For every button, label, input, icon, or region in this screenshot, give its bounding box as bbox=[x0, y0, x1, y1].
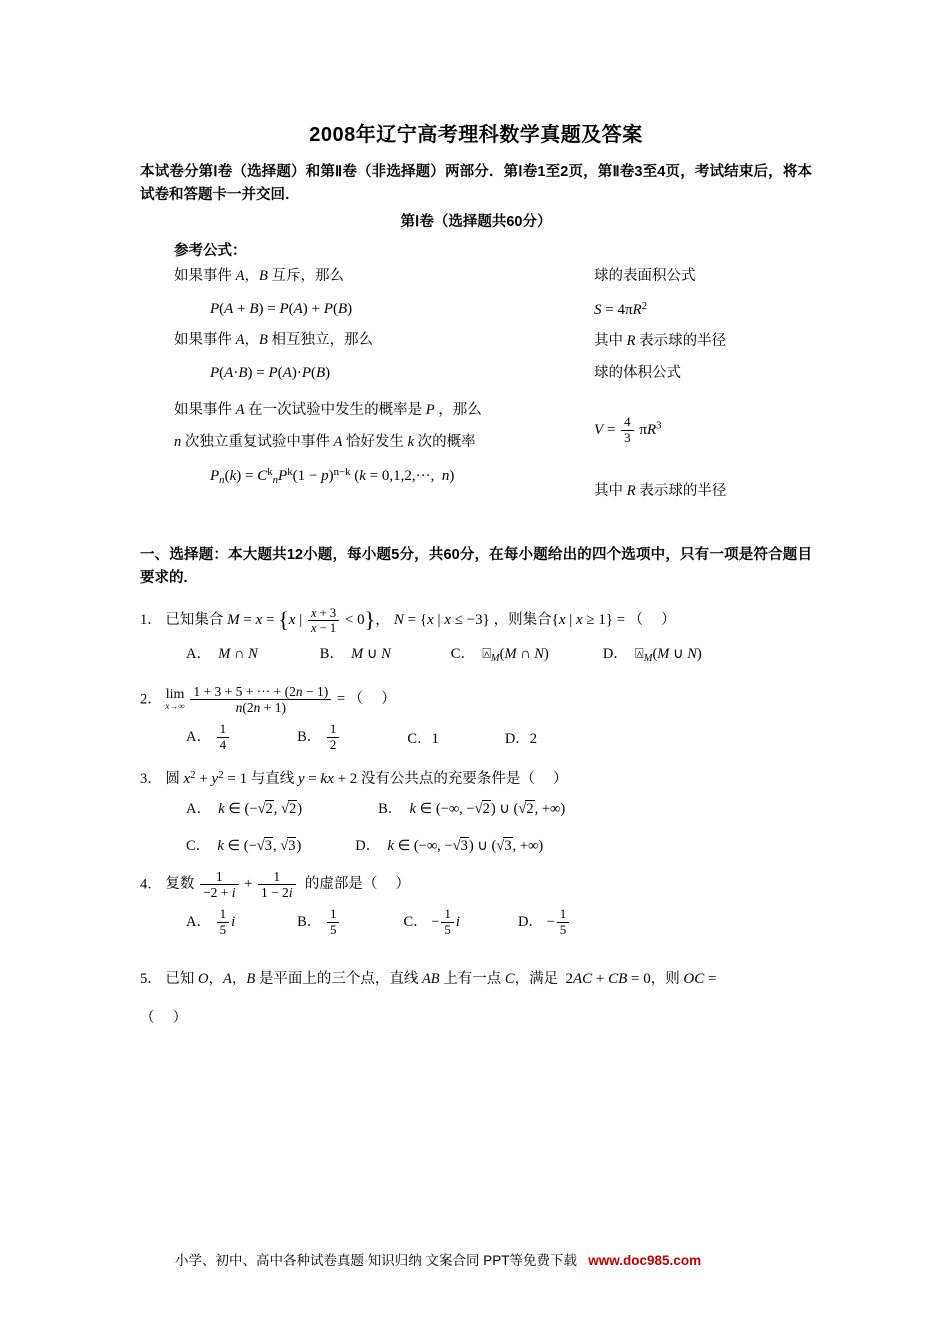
option-2-B[interactable]: B． $\frac{1}{2}$ bbox=[297, 722, 341, 753]
option-4-D[interactable]: D． − $\frac{1}{5}$ bbox=[518, 907, 571, 938]
option-3-D[interactable]: D． k ∈ (−∞, −√3) ∪ (√3, +∞) bbox=[355, 837, 544, 854]
footer-text: 小学、初中、高中各种试卷真题 知识归纳 文案合同 PPT等免费下载 bbox=[175, 1253, 578, 1268]
footer-url[interactable]: www.doc985.com bbox=[588, 1253, 702, 1268]
option-2-D[interactable]: D．2 bbox=[504, 730, 538, 747]
formula-text-independent: 如果事件 A，B 相互独立，那么 bbox=[174, 332, 373, 349]
question-5 bbox=[140, 968, 812, 1031]
question-2-stem: lim x→∞ $\frac{1 + 3 + 5 + \cdot\cdot\cdot + (2n - 1)}{n(2n + 1)}$ = （ ） bbox=[165, 683, 396, 716]
question-2-number: 2． bbox=[140, 691, 162, 708]
formula-multiplication-rule: P(A·B) = P(A)·P(B) bbox=[210, 364, 331, 381]
question-1-options bbox=[186, 642, 812, 664]
option-3-B[interactable]: B． k ∈ (−∞, −√2) ∪ (√2, +∞) bbox=[378, 800, 566, 817]
option-1-B[interactable]: B． M ∪ N bbox=[319, 646, 391, 663]
question-3-number: 3． bbox=[140, 770, 162, 787]
footer bbox=[175, 1249, 815, 1269]
formula-text-sphere-volume: 球的体积公式 bbox=[594, 365, 681, 382]
option-4-B[interactable]: B． $\frac{1}{5}$ bbox=[297, 907, 341, 938]
option-4-A[interactable]: A． $\frac{1}{5}$ i bbox=[186, 905, 236, 937]
option-2-A[interactable]: A． $\frac{1}{4}$ bbox=[186, 722, 231, 753]
option-3-C[interactable]: C． k ∈ (−√3, √3) bbox=[186, 837, 302, 854]
reference-formulas bbox=[174, 266, 812, 528]
option-2-C[interactable]: C．1 bbox=[407, 730, 439, 747]
formula-text-radius-1: 其中 R 表示球的半径 bbox=[594, 333, 727, 350]
formula-text-bernoulli-2: n 次独立重复试验中事件 A 恰好发生 k 次的概率 bbox=[174, 434, 476, 451]
exam-instructions: 本试卷分第Ⅰ卷（选择题）和第Ⅱ卷（非选择题）两部分．第Ⅰ卷1至2页，第Ⅱ卷3至4页，考试结束后，将本试卷和答题卡一并交回． bbox=[140, 164, 812, 204]
document-content bbox=[140, 118, 812, 1036]
formula-column-right bbox=[594, 266, 844, 513]
option-1-A[interactable]: A． M ∩ N bbox=[186, 646, 258, 663]
question-3 bbox=[140, 767, 812, 791]
formula-sphere-area: $S = 4\pi R^2$ bbox=[594, 299, 648, 318]
question-5-blank: （ ） bbox=[140, 1010, 188, 1027]
question-2 bbox=[140, 684, 812, 716]
formula-addition-rule: P(A + B) = P(A) + P(B) bbox=[210, 300, 353, 317]
question-5-number: 5． bbox=[140, 970, 162, 987]
question-2-options bbox=[186, 722, 812, 753]
option-3-A[interactable]: A． k ∈ (−√2, √2) bbox=[186, 800, 303, 817]
question-4-options bbox=[186, 907, 812, 938]
question-5-stem: 已知 O，A，B 是平面上的三个点，直线 AB 上有一点 C，满足 2AC + CB = 0，则 OC = bbox=[165, 970, 717, 987]
question-4 bbox=[140, 869, 812, 901]
option-4-C[interactable]: C． − $\frac{1}{5}$ i bbox=[403, 905, 460, 937]
question-1-stem: 已知集合 M = x = {x | $\frac{x + 3}{x - 1}$ < 0}， N = {x | x ≤ −3} ，则集合{x | x ≥ 1} = （ ） bbox=[165, 605, 676, 635]
question-3-stem: 圆 $x^2 + y^2 = 1$ 与直线 y = kx + 2 没有公共点的充要条件是（ ） bbox=[165, 768, 568, 787]
part-one-heading: 一、选择题：本大题共12小题，每小题5分，共60分，在每小题给出的四个选项中，只有一项是符合题目要求的. bbox=[140, 546, 812, 587]
question-3-options bbox=[186, 797, 812, 855]
formula-text-sphere-area: 球的表面积公式 bbox=[594, 267, 696, 284]
formula-text-radius-2: 其中 R 表示球的半径 bbox=[594, 482, 727, 499]
option-1-D[interactable]: D． $⍓_M(M$ ∪ N) bbox=[602, 645, 702, 664]
reference-formula-label: 参考公式： bbox=[174, 242, 247, 259]
section-heading: 第Ⅰ卷（选择题共60分） bbox=[400, 213, 552, 230]
option-1-C[interactable]: C． $⍓_M(M$ ∩ N) bbox=[450, 645, 549, 664]
question-4-number: 4． bbox=[140, 876, 162, 893]
formula-column-left bbox=[174, 266, 544, 498]
page-title: 2008年辽宁高考理科数学真题及答案 bbox=[309, 124, 643, 146]
formula-text-bernoulli-1: 如果事件 A 在一次试验中发生的概率是 P ，那么 bbox=[174, 402, 482, 419]
question-4-stem: 复数 $\frac{1}{-2 + i}$ + $\frac{1}{1 - 2i}$ 的虚部是（ ） bbox=[165, 868, 410, 901]
formula-text-mutually-exclusive: 如果事件 A，B 互斥，那么 bbox=[174, 267, 344, 284]
question-1-number: 1． bbox=[140, 611, 162, 628]
question-1 bbox=[140, 603, 812, 636]
formula-sphere-volume: V = $\frac{4}{3}$ $\pi R^3$ bbox=[594, 413, 662, 445]
formula-bernoulli: $P_n(k) = C^k_nP^k(1 - p)^{n-k}$ (k = 0,1,2,···, n) bbox=[210, 465, 455, 487]
